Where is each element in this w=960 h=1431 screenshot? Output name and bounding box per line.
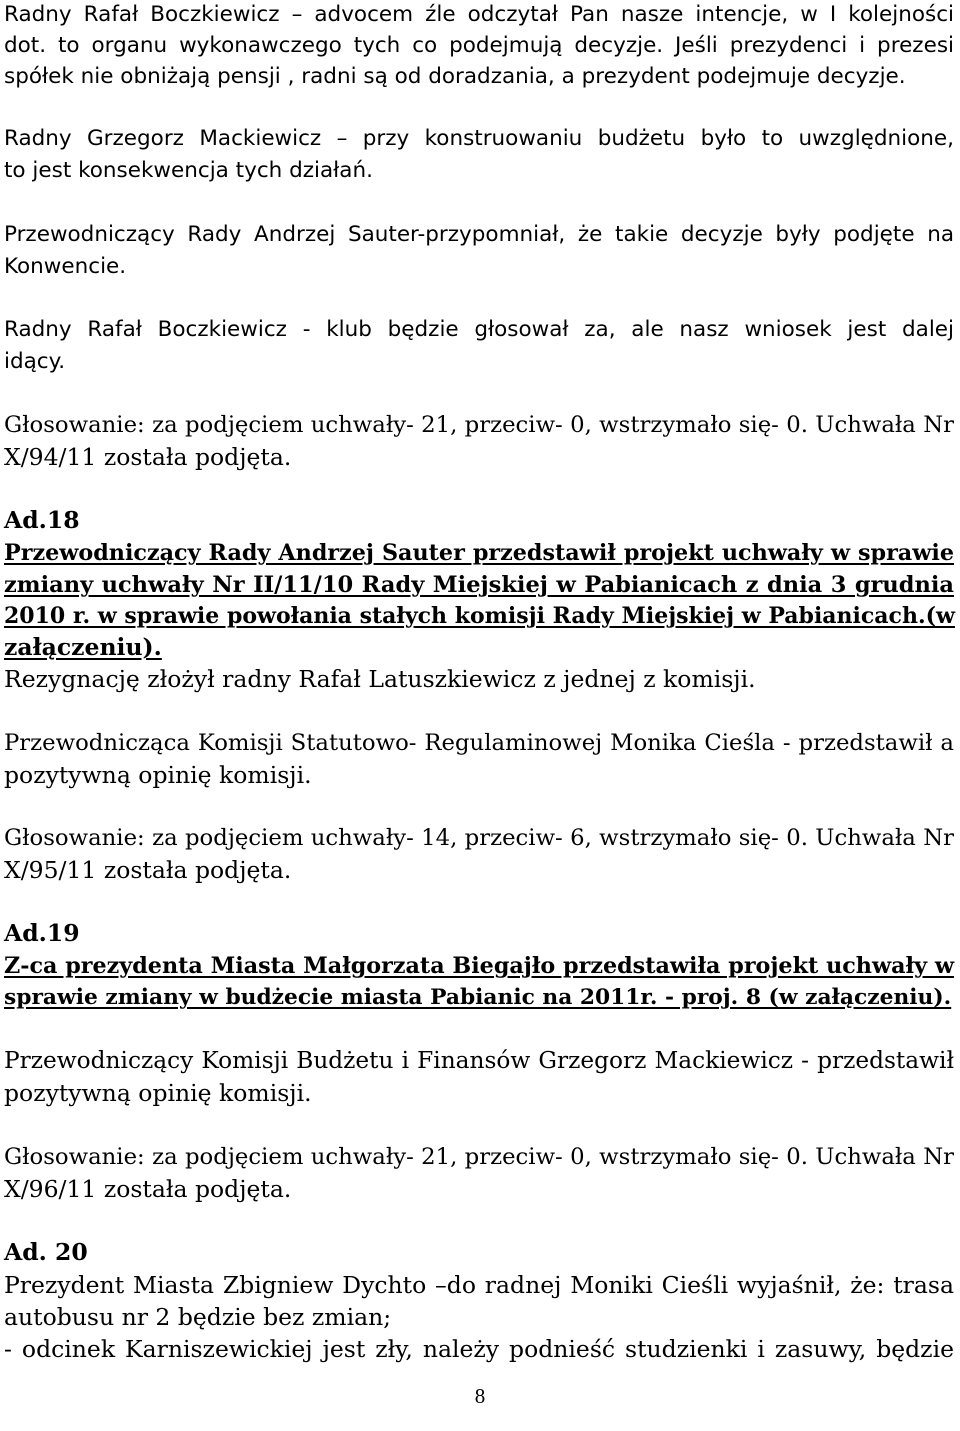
vote-result-line: X/95/11 została podjęta.	[4, 856, 292, 884]
agenda-item-title-line: sprawie zmiany w budżecie miasta Pabianic na 2011r. - proj. 8 (w załączeniu).	[4, 985, 952, 1010]
paragraph-line: spółek nie obniżają pensji , radni są od doradzania, a prezydent podejmuje decyzje.	[4, 64, 906, 89]
paragraph-line: Przewodnicząca Komisji Statutowo- Regulaminowej Monika Cieśla - przedstawił a	[4, 730, 954, 756]
paragraph-line: Konwencie.	[4, 254, 127, 279]
paragraph-line: dot. to organu wykonawczego tych co podejmują decyzje. Jeśli prezydenci i prezesi	[4, 33, 954, 58]
paragraph-line: Radny Grzegorz Mackiewicz – przy konstruowaniu budżetu było to uwzględnione,	[4, 126, 954, 151]
agenda-item-heading: Ad. 20	[4, 1238, 88, 1266]
paragraph-line: Radny Rafał Boczkiewicz – advocem źle odczytał Pan nasze intencje, w I kolejności	[4, 2, 954, 27]
paragraph-line: pozytywną opinię komisji.	[4, 761, 312, 789]
agenda-item-title-line: zmiany uchwały Nr II/11/10 Rady Miejskiej w Pabianicach z dnia 3 grudnia	[4, 572, 954, 598]
agenda-item-heading: Ad.19	[4, 919, 80, 947]
paragraph-line: Przewodniczący Komisji Budżetu i Finansów Grzegorz Mackiewicz - przedstawił	[4, 1047, 954, 1074]
vote-result-line: X/96/11 została podjęta.	[4, 1175, 292, 1203]
vote-result-line: Głosowanie: za podjęciem uchwały- 21, przeciw- 0, wstrzymało się- 0. Uchwała Nr	[4, 412, 954, 438]
paragraph-line: Radny Rafał Boczkiewicz - klub będzie głosował za, ale nasz wniosek jest dalej	[4, 317, 954, 342]
paragraph-line: Prezydent Miasta Zbigniew Dychto –do radnej Moniki Cieśli wyjaśnił, że: trasa	[4, 1271, 954, 1299]
agenda-item-title-line: załączeniu).	[4, 633, 162, 661]
paragraph-line: pozytywną opinię komisji.	[4, 1079, 312, 1107]
paragraph-line: Przewodniczący Rady Andrzej Sauter-przypomniał, że takie decyzje były podjęte na	[4, 222, 954, 247]
vote-result-line: Głosowanie: za podjęciem uchwały- 21, przeciw- 0, wstrzymało się- 0. Uchwała Nr	[4, 1144, 954, 1170]
paragraph-line: Rezygnację złożył radny Rafał Latuszkiewicz z jednej z komisji.	[4, 665, 756, 693]
paragraph-line: autobusu nr 2 będzie bez zmian;	[4, 1303, 392, 1331]
agenda-item-title-line: Przewodniczący Rady Andrzej Sauter przedstawił projekt uchwały w sprawie	[4, 540, 954, 566]
paragraph-line: - odcinek Karniszewickiej jest zły, należy podnieść studzienki i zasuwy, będzie	[4, 1335, 954, 1363]
vote-result-line: Głosowanie: za podjęciem uchwały- 14, przeciw- 6, wstrzymało się- 0. Uchwała Nr	[4, 825, 954, 851]
vote-result-line: X/94/11 została podjęta.	[4, 443, 292, 471]
paragraph-line: idący.	[4, 349, 66, 374]
paragraph-line: to jest konsekwencja tych działań.	[4, 158, 373, 183]
page-number: 8	[474, 1384, 486, 1408]
agenda-item-title-line: Z-ca prezydenta Miasta Małgorzata Biegajło przedstawiła projekt uchwały w	[4, 953, 954, 979]
agenda-item-title-line: 2010 r. w sprawie powołania stałych komisji Rady Miejskiej w Pabianicach.(w	[4, 603, 955, 629]
agenda-item-heading: Ad.18	[4, 506, 80, 534]
